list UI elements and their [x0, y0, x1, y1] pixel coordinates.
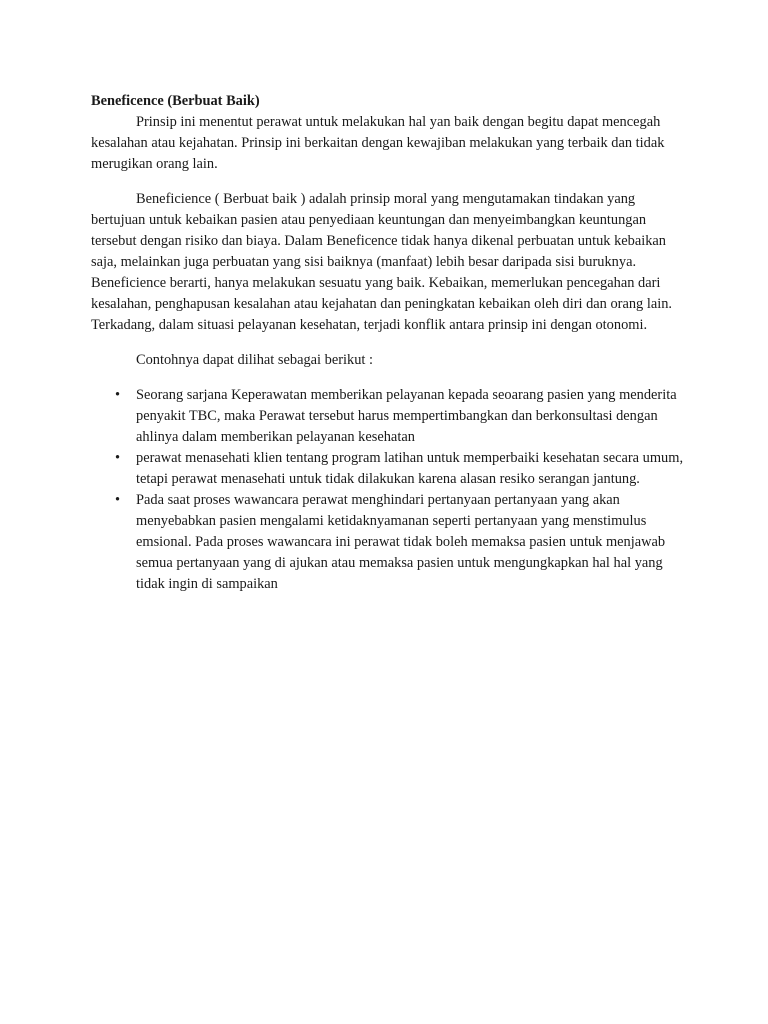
section-heading: Beneficence (Berbuat Baik): [91, 93, 260, 109]
list-item-text: Seorang sarjana Keperawatan memberikan pelayanan kepada seoarang pasien yang menderita penyakit TBC, maka Perawat tersebut harus mempertimbangkan dan berkonsultasi dengan ahlinya dalam memberikan pelayanan kesehatan: [136, 387, 677, 445]
bullet-icon: •: [115, 387, 121, 403]
list-item: [91, 448, 686, 490]
document-body: [91, 91, 686, 595]
list-item-text: Pada saat proses wawancara perawat menghindari pertanyaan pertanyaan yang akan menyebabkan pasien mengalami ketidaknyamanan seperti pertanyaan yang menstimulus emsional. Pada proses wawancara ini perawat tidak boleh memaksa pasien untuk menjawab semua pertanyaan yang di ajukan atau memaksa pasien untuk mengungkapkan hal hal yang tidak ingin di sampaikan: [136, 492, 666, 592]
paragraph-definition: Prinsip ini menentut perawat untuk melakukan hal yan baik dengan begitu dapat mencegah kesalahan atau kejahatan. Prinsip ini berkaitan dengan kewajiban melakukan yang terbaik dan tidak merugikan orang lain.: [91, 114, 665, 172]
list-item: [91, 385, 686, 448]
bullet-icon: •: [115, 492, 121, 508]
list-item-text: perawat menasehati klien tentang program latihan untuk memperbaiki kesehatan secara umum, tetapi perawat menasehati untuk tidak dilakukan karena alasan resiko serangan jantung.: [136, 450, 684, 487]
paragraph-explanation: Beneficience ( Berbuat baik ) adalah prinsip moral yang mengutamakan tindakan yang bertujuan untuk kebaikan pasien atau penyediaan keuntungan dan menyeimbangkan keuntungan tersebut dengan risiko dan biaya. Dalam Beneficence tidak hanya dikenal perbuatan untuk kebaikan saja, melainkan juga perbuatan yang sisi baiknya (manfaat) lebih besar daripada sisi buruknya. Beneficience berarti, hanya melakukan sesuatu yang baik. Kebaikan, memerlukan pencegahan dari kesalahan, penghapusan kesalahan atau kejahatan dan peningkatan kebaikan oleh diri dan orang lain. Terkadang, dalam situasi pelayanan kesehatan, terjadi konflik antara prinsip ini dengan otonomi.: [91, 191, 672, 333]
bullet-icon: •: [115, 450, 121, 466]
paragraph-examples-intro: Contohnya dapat dilihat sebagai berikut :: [136, 352, 373, 368]
list-item: [91, 490, 686, 595]
examples-list: [91, 385, 686, 595]
